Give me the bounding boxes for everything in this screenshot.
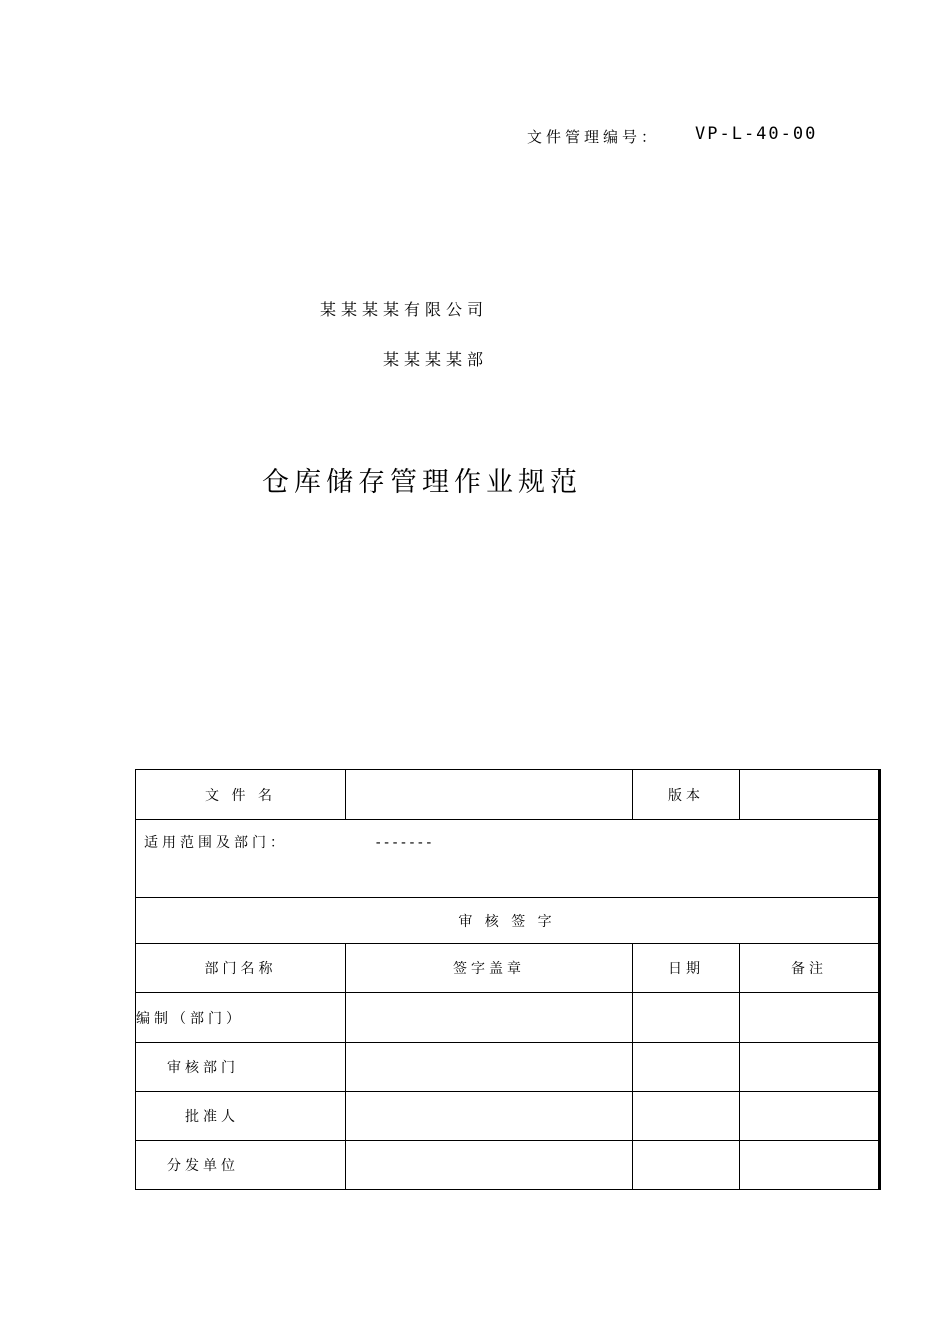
- table-row: [136, 993, 880, 1043]
- table-row: [136, 1092, 880, 1141]
- column-header-row: [136, 944, 880, 993]
- version-value: [740, 770, 880, 820]
- row-sign: [346, 1043, 633, 1092]
- row-date: [633, 1141, 740, 1190]
- file-name-value: [346, 770, 633, 820]
- table-row: [136, 1141, 880, 1190]
- document-title: 仓库储存管理作业规范: [262, 467, 582, 498]
- row-dept: 编制（部门）: [136, 993, 346, 1043]
- section-header: 审 核 签 字: [136, 898, 880, 944]
- col-header-date: 日期: [633, 944, 740, 993]
- row-note: [740, 1092, 880, 1141]
- row-dept: 批准人: [136, 1092, 346, 1141]
- col-header-dept: 部门名称: [136, 944, 346, 993]
- row-date: [633, 993, 740, 1043]
- doc-number-code: VP-L-40-00: [695, 124, 818, 144]
- company-name: 某某某某有限公司: [319, 300, 488, 319]
- file-name-label: 文 件 名: [136, 770, 346, 820]
- scope-row: [136, 820, 880, 898]
- approval-table: [135, 769, 881, 1190]
- row-dept: 审核部门: [136, 1043, 346, 1092]
- file-name-row: [136, 770, 880, 820]
- doc-number-label: 文件管理编号：: [527, 128, 661, 146]
- row-date: [633, 1043, 740, 1092]
- row-sign: [346, 1092, 633, 1141]
- table-row: [136, 1043, 880, 1092]
- col-header-sign: 签字盖章: [346, 944, 633, 993]
- row-sign: [346, 1141, 633, 1190]
- version-label: 版本: [633, 770, 740, 820]
- section-header-row: [136, 898, 880, 944]
- col-header-note: 备注: [740, 944, 880, 993]
- row-note: [740, 1141, 880, 1190]
- scope-cell: [136, 820, 880, 898]
- scope-value: -------: [374, 835, 434, 851]
- department-name: 某某某某部: [382, 350, 488, 369]
- row-note: [740, 1043, 880, 1092]
- scope-label: 适用范围及部门：: [144, 835, 288, 851]
- row-date: [633, 1092, 740, 1141]
- row-dept: 分发单位: [136, 1141, 346, 1190]
- row-note: [740, 993, 880, 1043]
- row-sign: [346, 993, 633, 1043]
